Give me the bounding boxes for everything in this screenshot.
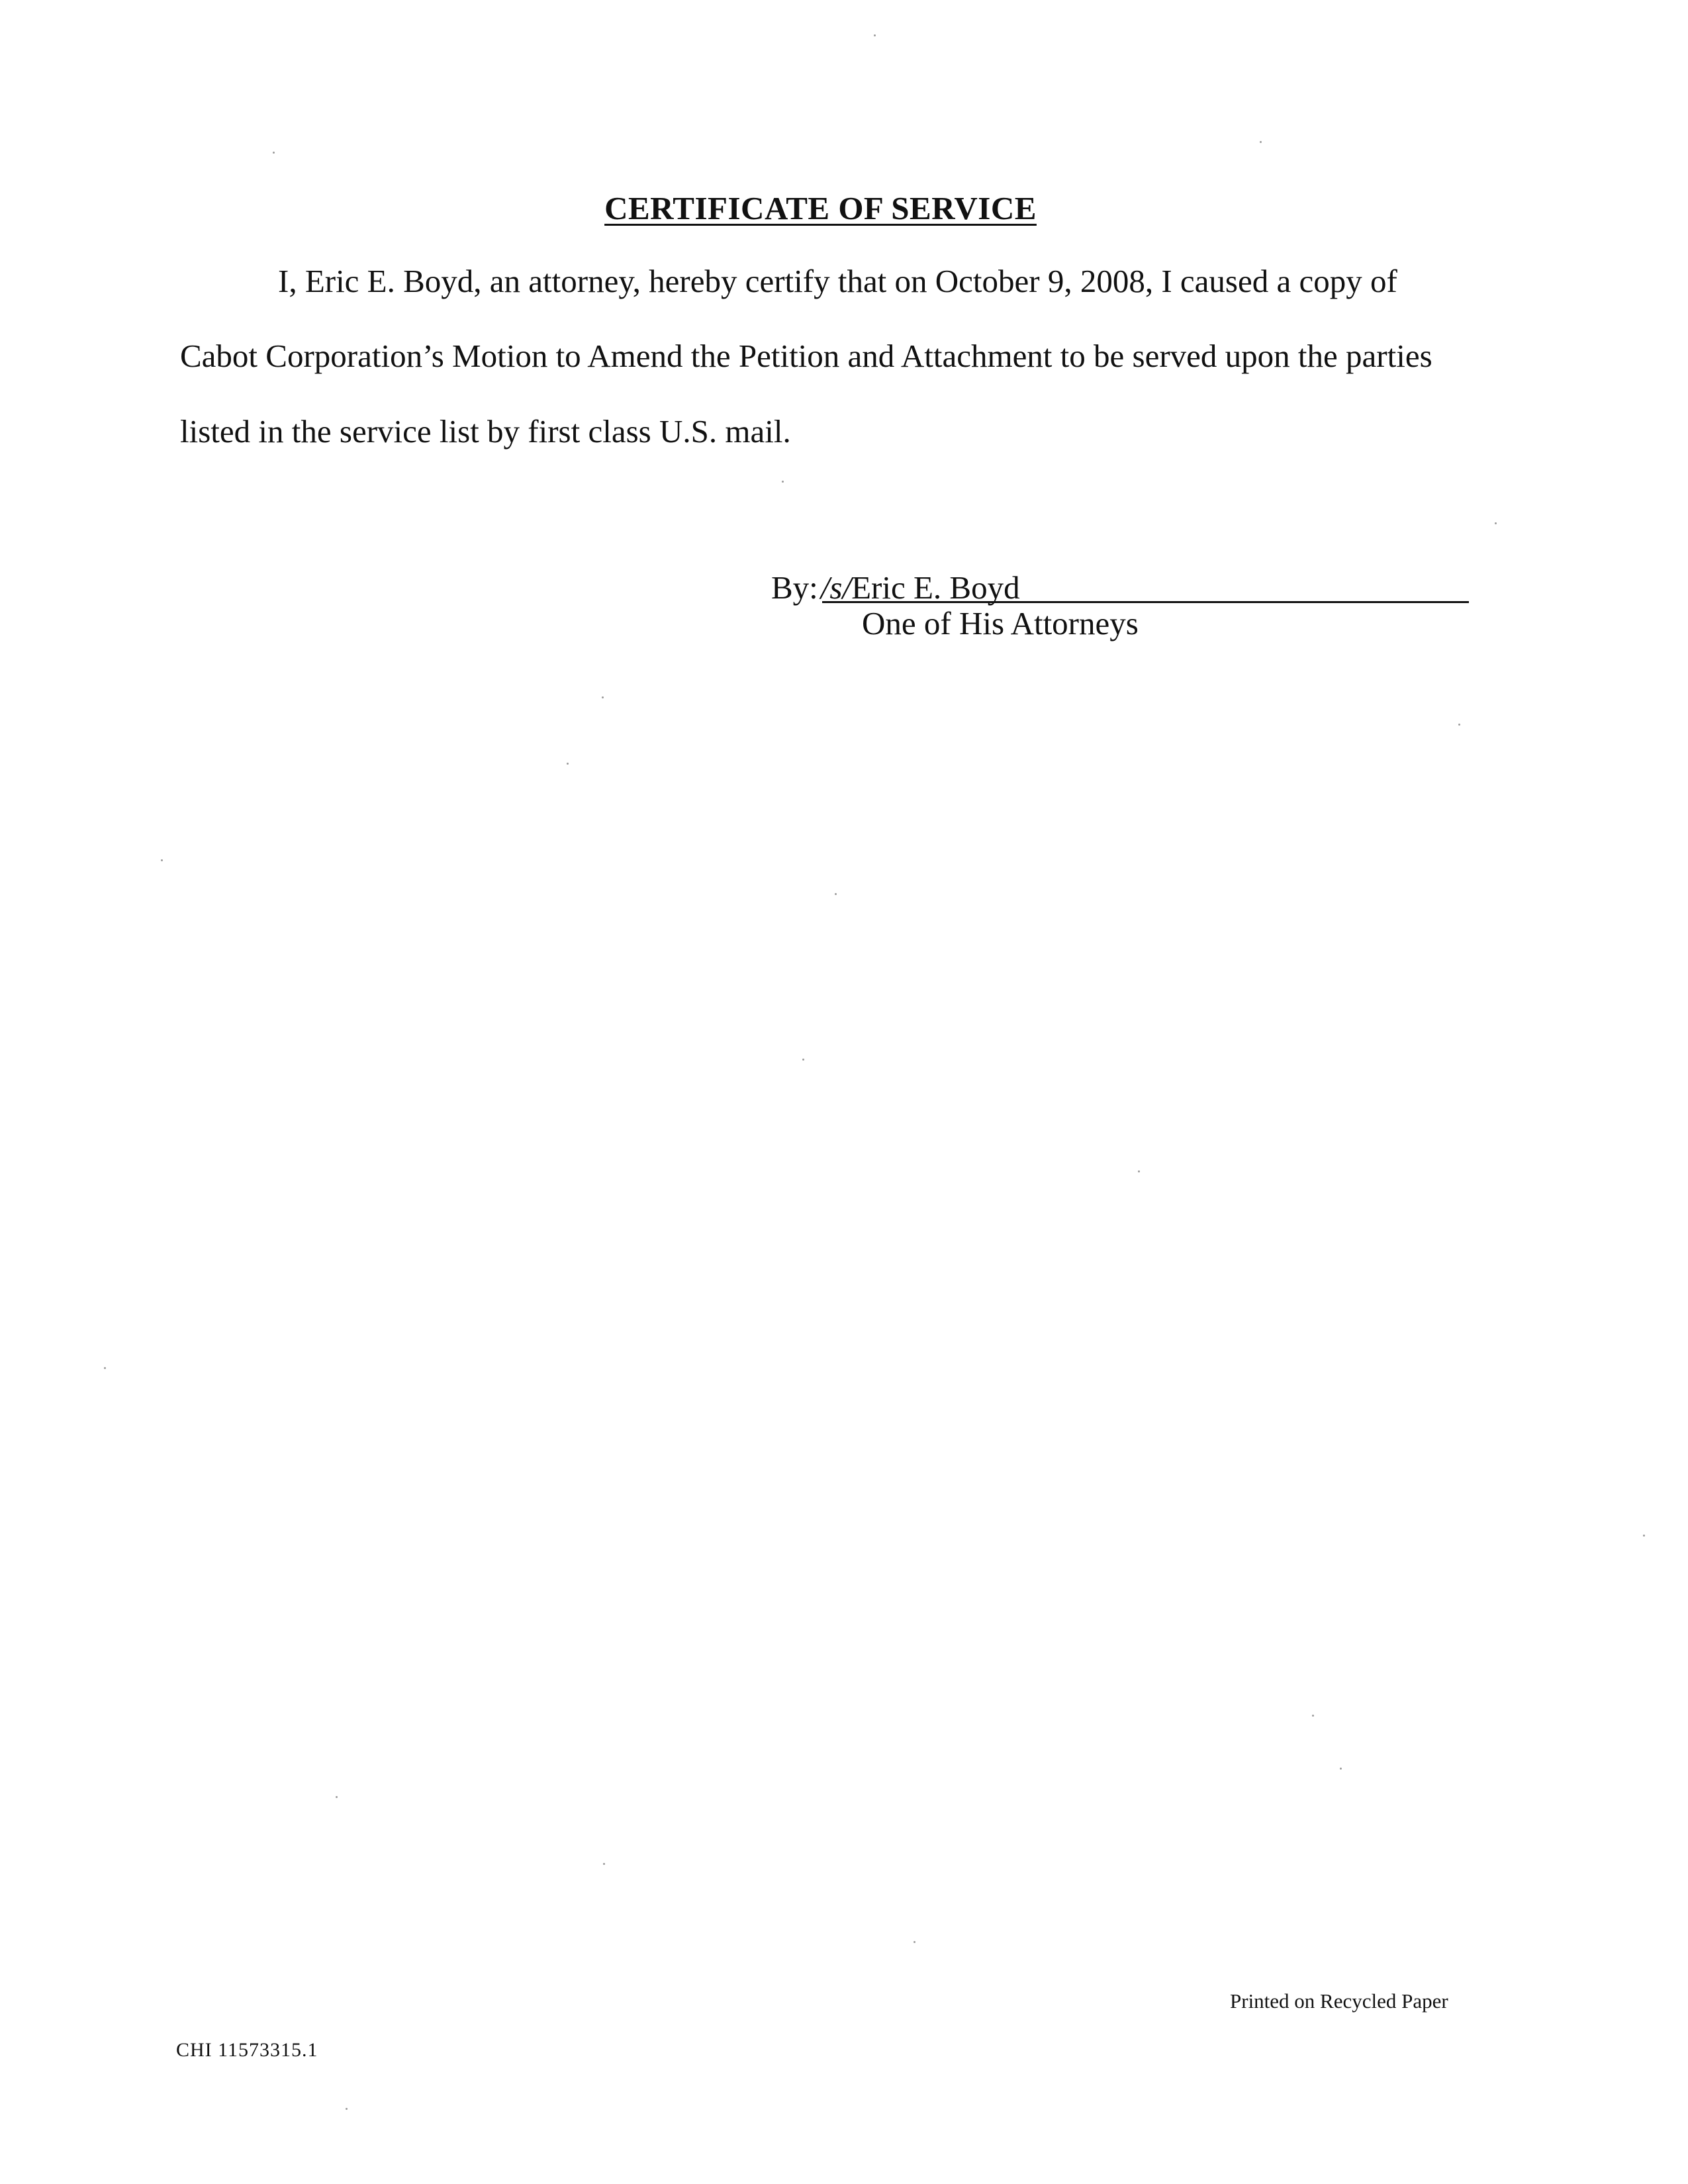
scan-speck — [1138, 1170, 1140, 1172]
scan-speck — [802, 1059, 804, 1061]
scan-speck — [104, 1367, 106, 1369]
body-line-3: listed in the service list by first class U.S. mail. — [180, 413, 791, 450]
signature-caption: One of His Attorneys — [862, 605, 1139, 641]
scan-speck — [874, 34, 876, 36]
recycled-paper-note: Printed on Recycled Paper — [1230, 1989, 1448, 2013]
signature-by-label: By: — [771, 569, 818, 606]
scan-speck — [273, 152, 275, 154]
scan-speck — [602, 696, 604, 698]
scan-speck — [1312, 1715, 1314, 1717]
scan-speck — [1260, 141, 1262, 143]
scan-speck — [567, 763, 569, 765]
scan-speck — [346, 2108, 348, 2110]
signature-name-text: Eric E. Boyd — [851, 569, 1020, 606]
signature-prefix: /s/ — [820, 569, 852, 606]
body-line-1: I, Eric E. Boyd, an attorney, hereby certify that on October 9, 2008, I caused a copy of — [278, 263, 1397, 299]
scan-speck — [1458, 724, 1460, 726]
scan-speck — [161, 859, 163, 861]
body-line-2: Cabot Corporation’s Motion to Amend the Petition and Attachment to be served upon the parties — [180, 338, 1432, 374]
document-id: CHI 11573315.1 — [176, 2039, 318, 2061]
signature-line — [822, 601, 1469, 603]
scan-speck — [336, 1796, 338, 1798]
scan-speck — [782, 481, 784, 483]
scan-speck — [1495, 522, 1497, 524]
scan-speck — [1340, 1768, 1342, 1770]
document-title: CERTIFICATE OF SERVICE — [604, 190, 1037, 226]
scan-speck — [914, 1941, 915, 1943]
scan-speck — [1643, 1535, 1645, 1537]
scan-speck — [603, 1863, 605, 1865]
scan-speck — [835, 893, 837, 895]
